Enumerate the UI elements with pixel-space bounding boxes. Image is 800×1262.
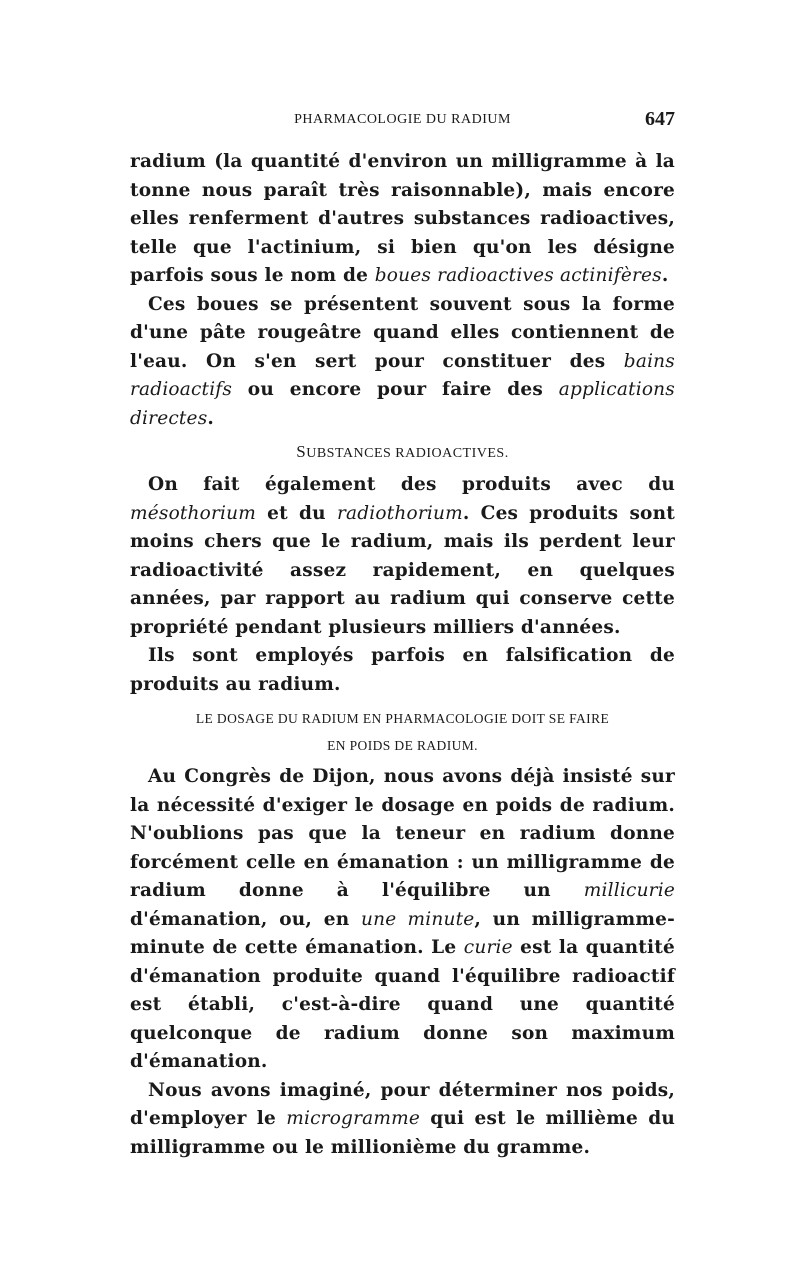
book-page xyxy=(130,108,676,1162)
paragraph-6: Nous avons imaginé, pour déterminer nos poids, d'employer le microgramme qui est le millième du milligramme ou le millionième du gramme. xyxy=(130,1079,676,1158)
paragraph-1: radium (la quantité d'environ un milligramme à la tonne nous paraît très raisonnable), mais encore elles renferment d'autres substances radioactives, telle que l'actinium, si bien qu'on les désigne parfois sous le nom de boues radioactives actinifères. xyxy=(130,151,675,286)
section-heading-dosage-line1: LE DOSAGE DU RADIUM EN PHARMACOLOGIE DOIT SE FAIRE xyxy=(195,711,610,726)
running-head xyxy=(130,108,675,142)
page-number: 647 xyxy=(645,108,675,130)
paragraph-3: On fait également des produits avec du mésothorium et du radiothorium. Ces produits sont moins chers que le radium, mais ils perdent leur radioactivité assez rapidement, en quelques années, par rapport au radium qui conserve cette propriété pendant plusieurs milliers d'années. xyxy=(130,474,675,638)
running-title: PHARMACOLOGIE DU RADIUM xyxy=(294,112,511,127)
paragraph-4: Ils sont employés parfois en falsification de produits au radium. xyxy=(130,645,675,695)
paragraph-5: Au Congrès de Dijon, nous avons déjà insisté sur la nécessité d'exiger le dosage en poids de radium. N'oublions pas que la teneur en radium donne forcément celle en émanation : un milligramme de radium donne à l'équilibre un millicurie d'émanation, ou, en une minute, un milligramme-minute de cette émanation. Le curie est la quantité d'émanation produite quand l'équilibre radioactif est établi, c'est-à-dire quand une quantité quelconque de radium donne son maximum d'émanation. xyxy=(130,766,675,1072)
section-heading-substances: SUBSTANCES RADIOACTIVES. xyxy=(296,442,509,461)
paragraph-2: Ces boues se présentent souvent sous la forme d'une pâte rougeâtre quand elles contiennent de l'eau. On s'en sert pour constituer des bains radioactifs ou encore pour faire des applications directes. xyxy=(130,293,675,429)
section-heading-dosage-line2: EN POIDS DE RADIUM. xyxy=(327,738,478,753)
section-heading-dosage xyxy=(130,705,675,759)
